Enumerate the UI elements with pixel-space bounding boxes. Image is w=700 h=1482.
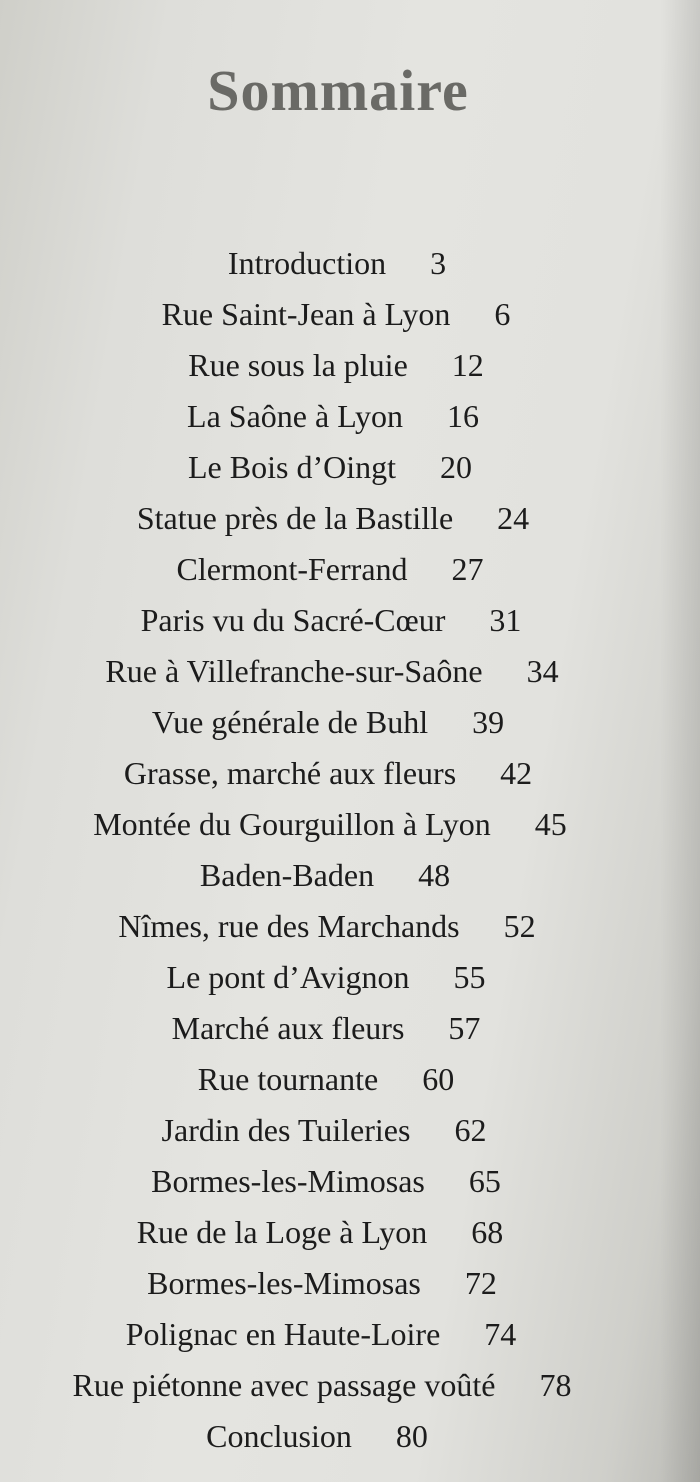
toc-entry bbox=[0, 1309, 671, 1360]
toc-entry-page: 45 bbox=[534, 806, 567, 842]
toc-entry bbox=[0, 1156, 676, 1207]
toc-entry-label: Rue sous la pluie bbox=[188, 347, 408, 383]
toc-entry-page: 31 bbox=[489, 602, 522, 638]
toc-entry-label: Polignac en Haute-Loire bbox=[125, 1316, 441, 1352]
toc-entry bbox=[0, 850, 675, 901]
toc-entry-label: Montée du Gourguillon à Lyon bbox=[93, 806, 491, 842]
toc-entry-label: Introduction bbox=[227, 245, 387, 281]
toc-entry bbox=[0, 697, 678, 748]
toc-entry bbox=[0, 901, 677, 952]
toc-entry bbox=[0, 1003, 676, 1054]
toc-entry-page: 65 bbox=[468, 1163, 501, 1199]
toc-entry-page: 80 bbox=[395, 1418, 428, 1454]
toc-entry bbox=[0, 340, 686, 391]
toc-entry-label: Nîmes, rue des Marchands bbox=[118, 908, 460, 944]
toc-entry bbox=[0, 1258, 672, 1309]
toc-entry-page: 20 bbox=[439, 449, 472, 485]
toc-entry-label: Vue générale de Buhl bbox=[151, 704, 429, 740]
toc-entry bbox=[0, 952, 676, 1003]
toc-entry-page: 60 bbox=[422, 1061, 455, 1097]
toc-entry bbox=[0, 442, 680, 493]
toc-entry-page: 68 bbox=[471, 1214, 504, 1250]
toc-entry-label: Marché aux fleurs bbox=[171, 1010, 405, 1046]
toc-entry bbox=[0, 544, 680, 595]
toc-entry-page: 57 bbox=[448, 1010, 481, 1046]
toc-entry-label: Baden-Baden bbox=[199, 857, 375, 893]
toc-entry-label: Rue piétonne avec passage voûté bbox=[72, 1367, 496, 1403]
toc-entry bbox=[0, 1411, 667, 1462]
toc-entry-page: 16 bbox=[446, 398, 479, 434]
toc-entry bbox=[0, 391, 683, 442]
toc-entry-label: Rue de la Loge à Lyon bbox=[136, 1214, 428, 1250]
toc-entry-label: Rue Saint-Jean à Lyon bbox=[161, 296, 451, 332]
toc-entry bbox=[0, 748, 678, 799]
toc-entry-label: Jardin des Tuileries bbox=[161, 1112, 411, 1148]
toc-entry-page: 3 bbox=[430, 245, 447, 281]
table-of-contents bbox=[0, 238, 700, 1462]
page-title: Sommaire bbox=[207, 57, 469, 123]
toc-entry bbox=[0, 1105, 674, 1156]
toc-entry-label: Grasse, marché aux fleurs bbox=[123, 755, 457, 791]
toc-entry-label: Rue tournante bbox=[197, 1061, 379, 1097]
toc-entry-page: 55 bbox=[453, 959, 486, 995]
toc-entry-page: 27 bbox=[451, 551, 484, 587]
toc-entry-page: 62 bbox=[454, 1112, 487, 1148]
toc-entry-page: 12 bbox=[451, 347, 484, 383]
toc-entry bbox=[0, 1207, 670, 1258]
toc-entry-page: 6 bbox=[494, 296, 511, 332]
toc-entry-page: 42 bbox=[500, 755, 533, 791]
toc-entry-label: Conclusion bbox=[206, 1418, 352, 1454]
toc-entry bbox=[0, 238, 687, 289]
toc-entry bbox=[0, 493, 683, 544]
toc-entry-page: 24 bbox=[497, 500, 530, 536]
toc-entry-page: 34 bbox=[526, 653, 559, 689]
toc-entry bbox=[0, 1360, 672, 1411]
toc-entry-page: 52 bbox=[503, 908, 536, 944]
toc-entry-page: 48 bbox=[418, 857, 451, 893]
toc-entry-label: Le pont d’Avignon bbox=[166, 959, 410, 995]
toc-entry-label: Rue à Villefranche-sur-Saône bbox=[105, 653, 483, 689]
toc-entry bbox=[0, 799, 680, 850]
toc-entry-page: 72 bbox=[464, 1265, 497, 1301]
toc-entry-page: 78 bbox=[539, 1367, 572, 1403]
toc-entry-label: Bormes-les-Mimosas bbox=[147, 1265, 421, 1301]
toc-entry bbox=[0, 1054, 676, 1105]
toc-entry bbox=[0, 646, 682, 697]
toc-entry bbox=[0, 289, 686, 340]
toc-entry-label: Paris vu du Sacré-Cœur bbox=[140, 602, 446, 638]
toc-entry-label: Statue près de la Bastille bbox=[136, 500, 454, 536]
toc-entry-label: Le Bois d’Oingt bbox=[188, 449, 396, 485]
toc-entry-page: 74 bbox=[484, 1316, 517, 1352]
toc-entry-page: 39 bbox=[472, 704, 505, 740]
toc-entry-label: Bormes-les-Mimosas bbox=[151, 1163, 425, 1199]
toc-entry-label: Clermont-Ferrand bbox=[176, 551, 408, 587]
toc-entry bbox=[0, 595, 681, 646]
toc-entry-label: La Saône à Lyon bbox=[187, 398, 403, 434]
